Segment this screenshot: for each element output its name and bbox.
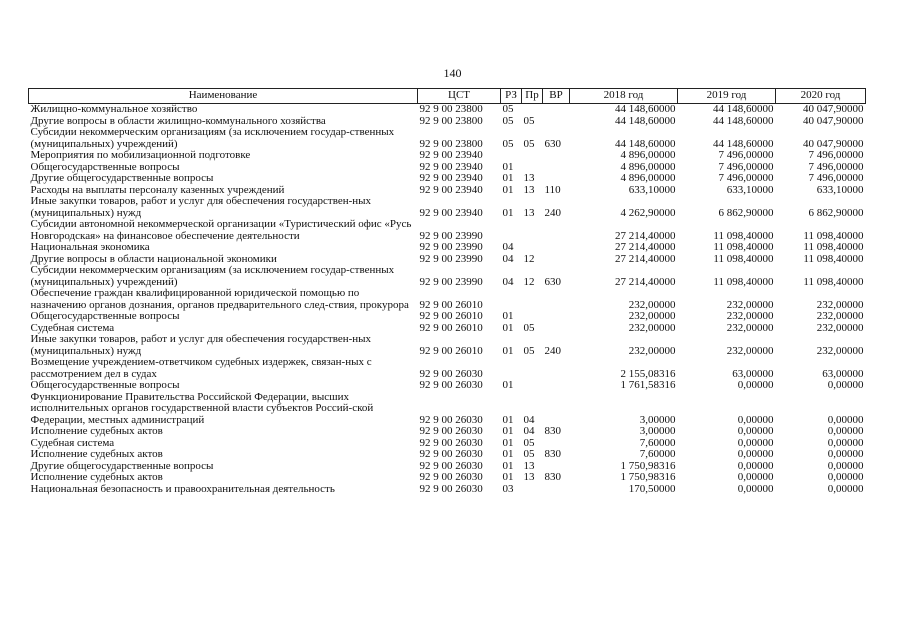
row-2020: 0,00000	[827, 413, 864, 426]
row-vr: 240	[544, 344, 561, 357]
row-2019: 11 098,40000	[713, 253, 774, 265]
row-2018: 232,00000	[628, 298, 676, 311]
table-row	[29, 449, 866, 461]
row-vr	[543, 438, 570, 450]
row-name: Национальная экономика	[30, 242, 150, 253]
row-2018: 27 214,40000	[615, 242, 676, 253]
table-row	[29, 150, 866, 162]
row-rz: 01	[502, 460, 514, 472]
row-vr	[543, 311, 570, 323]
row-cst: 92 9 00 26030	[419, 437, 483, 449]
table-row	[29, 484, 866, 496]
row-2019: 0,00000	[737, 380, 774, 391]
row-rz: 01	[502, 173, 514, 184]
table-row	[29, 242, 866, 254]
row-rz: 05	[502, 103, 514, 115]
row-vr	[543, 254, 570, 266]
row-name: Обеспечение граждан квалифицированной юридической помощью по назначению органов дознания, органов предварительного след-ствия, прокурора	[30, 288, 409, 311]
row-2018: 170,50000	[628, 483, 676, 495]
row-vr	[543, 242, 570, 254]
row-2020: 40 047,90000	[803, 115, 864, 127]
row-2020: 40 047,90000	[803, 103, 864, 115]
row-vr	[543, 357, 570, 380]
row-pr: 04	[523, 413, 535, 426]
row-2018: 3,00000	[639, 413, 676, 426]
row-cst: 92 9 00 23990	[419, 242, 483, 253]
row-vr: 110	[544, 184, 561, 196]
table-row	[29, 334, 866, 357]
row-2018: 4 896,00000	[620, 150, 676, 161]
row-cst: 92 9 00 23940	[419, 184, 483, 196]
row-name: Другие общегосударственные вопросы	[30, 173, 214, 184]
row-2020: 0,00000	[827, 426, 864, 437]
table-row	[29, 288, 866, 311]
row-pr: 05	[523, 449, 535, 460]
row-cst: 92 9 00 23940	[419, 150, 483, 161]
row-2020: 0,00000	[827, 437, 864, 449]
row-cst: 92 9 00 23990	[419, 229, 483, 242]
row-2020: 11 098,40000	[803, 242, 864, 253]
row-2019: 44 148,60000	[713, 103, 774, 115]
header-2020: 2020 год	[776, 89, 866, 104]
header-pr: Пр	[522, 89, 543, 104]
row-vr	[543, 219, 570, 242]
row-rz: 01	[502, 437, 514, 449]
row-name: Жилищно-коммунальное хозяйство	[30, 103, 198, 115]
row-2020: 0,00000	[827, 449, 864, 460]
row-pr: 12	[523, 253, 535, 265]
row-2020: 6 862,90000	[808, 206, 864, 219]
row-2018: 1 761,58316	[620, 380, 676, 391]
row-2020: 11 098,40000	[803, 275, 864, 288]
row-2018: 633,10000	[628, 184, 676, 196]
row-2019: 0,00000	[737, 426, 774, 437]
table-row	[29, 380, 866, 392]
table-row	[29, 392, 866, 427]
row-2019: 7 496,00000	[718, 150, 774, 161]
row-vr	[543, 288, 570, 311]
header-row	[29, 89, 866, 104]
row-pr	[522, 380, 543, 392]
row-2019: 0,00000	[737, 413, 774, 426]
row-name: Субсидии автономной некоммерческой организации «Туристический офис «Русь Новгородская» на финансовое обеспечение деятельности	[30, 219, 412, 242]
row-2019: 0,00000	[737, 460, 774, 472]
row-2020: 11 098,40000	[803, 253, 864, 265]
table-row	[29, 461, 866, 473]
row-vr	[543, 461, 570, 473]
row-cst: 92 9 00 26010	[419, 322, 483, 334]
row-vr	[543, 104, 570, 116]
row-pr: 13	[523, 206, 535, 219]
row-rz: 04	[502, 242, 514, 253]
row-pr: 05	[523, 115, 535, 127]
row-rz: 01	[502, 206, 514, 219]
row-pr	[522, 242, 543, 254]
row-rz: 05	[502, 115, 514, 127]
row-2018: 4 262,90000	[620, 206, 676, 219]
row-name: Судебная система	[30, 322, 115, 334]
table-row	[29, 426, 866, 438]
row-name: Другие вопросы в области национальной экономики	[30, 253, 277, 265]
row-2019: 232,00000	[726, 311, 774, 322]
table-row	[29, 104, 866, 116]
row-name: Субсидии некоммерческим организациям (за исключением государ-ственных (муниципальных) учреждений)	[30, 127, 395, 150]
row-cst: 92 9 00 23990	[419, 275, 483, 288]
row-2019: 11 098,40000	[713, 275, 774, 288]
row-rz: 05	[502, 137, 514, 150]
row-pr: 05	[523, 322, 535, 334]
header-name: Наименование	[29, 89, 418, 104]
row-2018: 27 214,40000	[615, 229, 676, 242]
row-name: Общегосударственные вопросы	[30, 161, 180, 173]
table-row	[29, 311, 866, 323]
row-pr: 13	[523, 460, 535, 472]
row-pr: 13	[523, 173, 535, 184]
row-name: Другие общегосударственные вопросы	[30, 460, 214, 472]
row-name: Национальная безопасность и правоохранительная деятельность	[30, 483, 335, 495]
budget-table	[28, 88, 866, 495]
row-rz: 03	[502, 483, 514, 495]
row-2020: 0,00000	[827, 483, 864, 495]
row-rz: 01	[502, 413, 514, 426]
row-2018: 7,60000	[639, 449, 676, 460]
row-vr: 630	[544, 137, 561, 150]
row-2019: 232,00000	[726, 344, 774, 357]
table-row	[29, 254, 866, 266]
row-2018: 2 155,08316	[620, 367, 676, 380]
row-2019: 633,10000	[726, 184, 774, 196]
row-2019: 63,00000	[732, 367, 774, 380]
row-rz	[501, 288, 522, 311]
row-2018: 232,00000	[628, 322, 676, 334]
row-2018: 1 750,98316	[620, 472, 676, 483]
row-name: Исполнение судебных актов	[30, 449, 163, 460]
row-vr	[543, 116, 570, 128]
table-row	[29, 127, 866, 150]
row-2018: 1 750,98316	[620, 460, 676, 472]
row-2018: 27 214,40000	[615, 275, 676, 288]
row-pr	[522, 104, 543, 116]
row-name: Иные закупки товаров, работ и услуг для обеспечения государствен-ных (муниципальных) нужд	[30, 334, 372, 357]
row-pr	[522, 162, 543, 174]
row-cst: 92 9 00 26010	[419, 344, 483, 357]
row-cst: 92 9 00 26010	[419, 298, 483, 311]
row-2020: 63,00000	[822, 367, 864, 380]
row-2018: 7,60000	[639, 437, 676, 449]
row-cst: 92 9 00 23990	[419, 253, 483, 265]
row-pr	[522, 288, 543, 311]
row-name: Мероприятия по мобилизационной подготовке	[30, 150, 251, 161]
row-rz: 01	[502, 449, 514, 460]
row-name: Общегосударственные вопросы	[30, 311, 180, 322]
row-2018: 4 896,00000	[620, 173, 676, 184]
row-2019: 11 098,40000	[713, 229, 774, 242]
row-name: Субсидии некоммерческим организациям (за исключением государ-ственных (муниципальных) учреждений)	[30, 265, 395, 288]
table-row	[29, 265, 866, 288]
row-2019: 11 098,40000	[713, 242, 774, 253]
row-2020: 0,00000	[827, 472, 864, 483]
row-2020: 232,00000	[816, 344, 864, 357]
row-cst: 92 9 00 26030	[419, 367, 483, 380]
row-name: Судебная система	[30, 437, 115, 449]
row-cst: 92 9 00 26010	[419, 311, 483, 322]
row-vr: 830	[544, 472, 561, 483]
row-2018: 44 148,60000	[615, 115, 676, 127]
row-vr	[543, 380, 570, 392]
row-cst: 92 9 00 23800	[419, 115, 483, 127]
row-cst: 92 9 00 23940	[419, 161, 483, 173]
row-2019: 44 148,60000	[713, 115, 774, 127]
row-pr: 04	[523, 426, 535, 437]
row-pr: 05	[523, 344, 535, 357]
row-2018: 232,00000	[628, 344, 676, 357]
row-cst: 92 9 00 26030	[419, 449, 483, 460]
table-row	[29, 173, 866, 185]
row-name: Расходы на выплаты персоналу казенных учреждений	[30, 184, 285, 196]
table-row	[29, 116, 866, 128]
row-rz	[501, 357, 522, 380]
table-row	[29, 219, 866, 242]
row-vr	[543, 484, 570, 496]
row-rz: 01	[502, 380, 514, 391]
row-vr	[543, 162, 570, 174]
row-cst: 92 9 00 26030	[419, 483, 483, 495]
row-vr	[543, 150, 570, 162]
row-cst: 92 9 00 26030	[419, 472, 483, 483]
row-rz: 01	[502, 161, 514, 173]
header-2018: 2018 год	[570, 89, 678, 104]
table-row	[29, 357, 866, 380]
row-rz: 01	[502, 426, 514, 437]
row-2020: 40 047,90000	[803, 137, 864, 150]
row-2019: 232,00000	[726, 322, 774, 334]
row-2018: 44 148,60000	[615, 103, 676, 115]
header-vr: ВР	[543, 89, 570, 104]
row-2018: 27 214,40000	[615, 253, 676, 265]
row-cst: 92 9 00 26030	[419, 460, 483, 472]
row-2020: 633,10000	[816, 184, 864, 196]
row-vr	[543, 392, 570, 427]
row-2019: 232,00000	[726, 298, 774, 311]
row-vr: 830	[544, 426, 561, 437]
page-number: 140	[443, 66, 462, 80]
row-2019: 0,00000	[737, 437, 774, 449]
row-pr: 05	[523, 437, 535, 449]
row-2019: 6 862,90000	[718, 206, 774, 219]
row-pr	[522, 311, 543, 323]
row-2020: 232,00000	[816, 322, 864, 334]
row-vr: 630	[544, 275, 561, 288]
row-cst: 92 9 00 23800	[419, 137, 483, 150]
row-cst: 92 9 00 23940	[419, 206, 483, 219]
row-2019: 7 496,00000	[718, 173, 774, 184]
row-name: Возмещение учреждением-ответчиком судебных издержек, связан-ных с рассмотрением дел в судах	[30, 357, 372, 380]
row-rz: 01	[502, 344, 514, 357]
row-2018: 4 896,00000	[620, 161, 676, 173]
row-cst: 92 9 00 23800	[419, 103, 483, 115]
row-cst: 92 9 00 26030	[419, 413, 483, 426]
row-cst: 92 9 00 26030	[419, 380, 483, 391]
row-2020: 232,00000	[816, 311, 864, 322]
row-name: Исполнение судебных актов	[30, 426, 163, 437]
row-name: Исполнение судебных актов	[30, 472, 163, 483]
header-rz: РЗ	[501, 89, 522, 104]
row-2019: 7 496,00000	[718, 161, 774, 173]
row-cst: 92 9 00 26030	[419, 426, 483, 437]
table-row	[29, 323, 866, 335]
row-rz: 04	[502, 275, 514, 288]
table-row	[29, 438, 866, 450]
row-2020: 232,00000	[816, 298, 864, 311]
row-pr: 12	[523, 275, 535, 288]
row-rz	[501, 150, 522, 162]
row-2020: 7 496,00000	[808, 173, 864, 184]
row-pr	[522, 219, 543, 242]
table-row	[29, 162, 866, 174]
row-rz: 04	[502, 253, 514, 265]
row-2020: 7 496,00000	[808, 161, 864, 173]
header-2019: 2019 год	[678, 89, 776, 104]
row-rz	[501, 219, 522, 242]
row-2020: 11 098,40000	[803, 229, 864, 242]
row-vr	[543, 173, 570, 185]
row-vr	[543, 323, 570, 335]
row-2018: 232,00000	[628, 311, 676, 322]
row-2018: 44 148,60000	[615, 137, 676, 150]
row-rz: 01	[502, 184, 514, 196]
row-2019: 0,00000	[737, 483, 774, 495]
row-2019: 0,00000	[737, 472, 774, 483]
row-pr: 13	[523, 472, 535, 483]
row-2020: 7 496,00000	[808, 150, 864, 161]
row-pr	[522, 357, 543, 380]
row-rz: 01	[502, 311, 514, 322]
row-2020: 0,00000	[827, 380, 864, 391]
row-2018: 3,00000	[639, 426, 676, 437]
table-row	[29, 196, 866, 219]
header-cst: ЦСТ	[418, 89, 501, 104]
row-vr: 830	[544, 449, 561, 460]
row-name: Функционирование Правительства Российской Федерации, высших исполнительных органов государственной власти субъектов Россий-ской Федерации, местных администраций	[30, 391, 374, 426]
row-pr: 13	[523, 184, 535, 196]
row-name: Иные закупки товаров, работ и услуг для обеспечения государствен-ных (муниципальных) нужд	[30, 196, 372, 219]
row-name: Другие вопросы в области жилищно-коммунального хозяйства	[30, 115, 326, 127]
row-cst: 92 9 00 23940	[419, 173, 483, 184]
row-2019: 0,00000	[737, 449, 774, 460]
row-name: Общегосударственные вопросы	[30, 380, 180, 391]
row-pr: 05	[523, 137, 535, 150]
row-rz: 01	[502, 322, 514, 334]
row-pr	[522, 150, 543, 162]
row-2020: 0,00000	[827, 460, 864, 472]
row-pr	[522, 484, 543, 496]
table-row	[29, 472, 866, 484]
row-2019: 44 148,60000	[713, 137, 774, 150]
row-vr: 240	[544, 206, 561, 219]
table-row	[29, 185, 866, 197]
row-rz: 01	[502, 472, 514, 483]
